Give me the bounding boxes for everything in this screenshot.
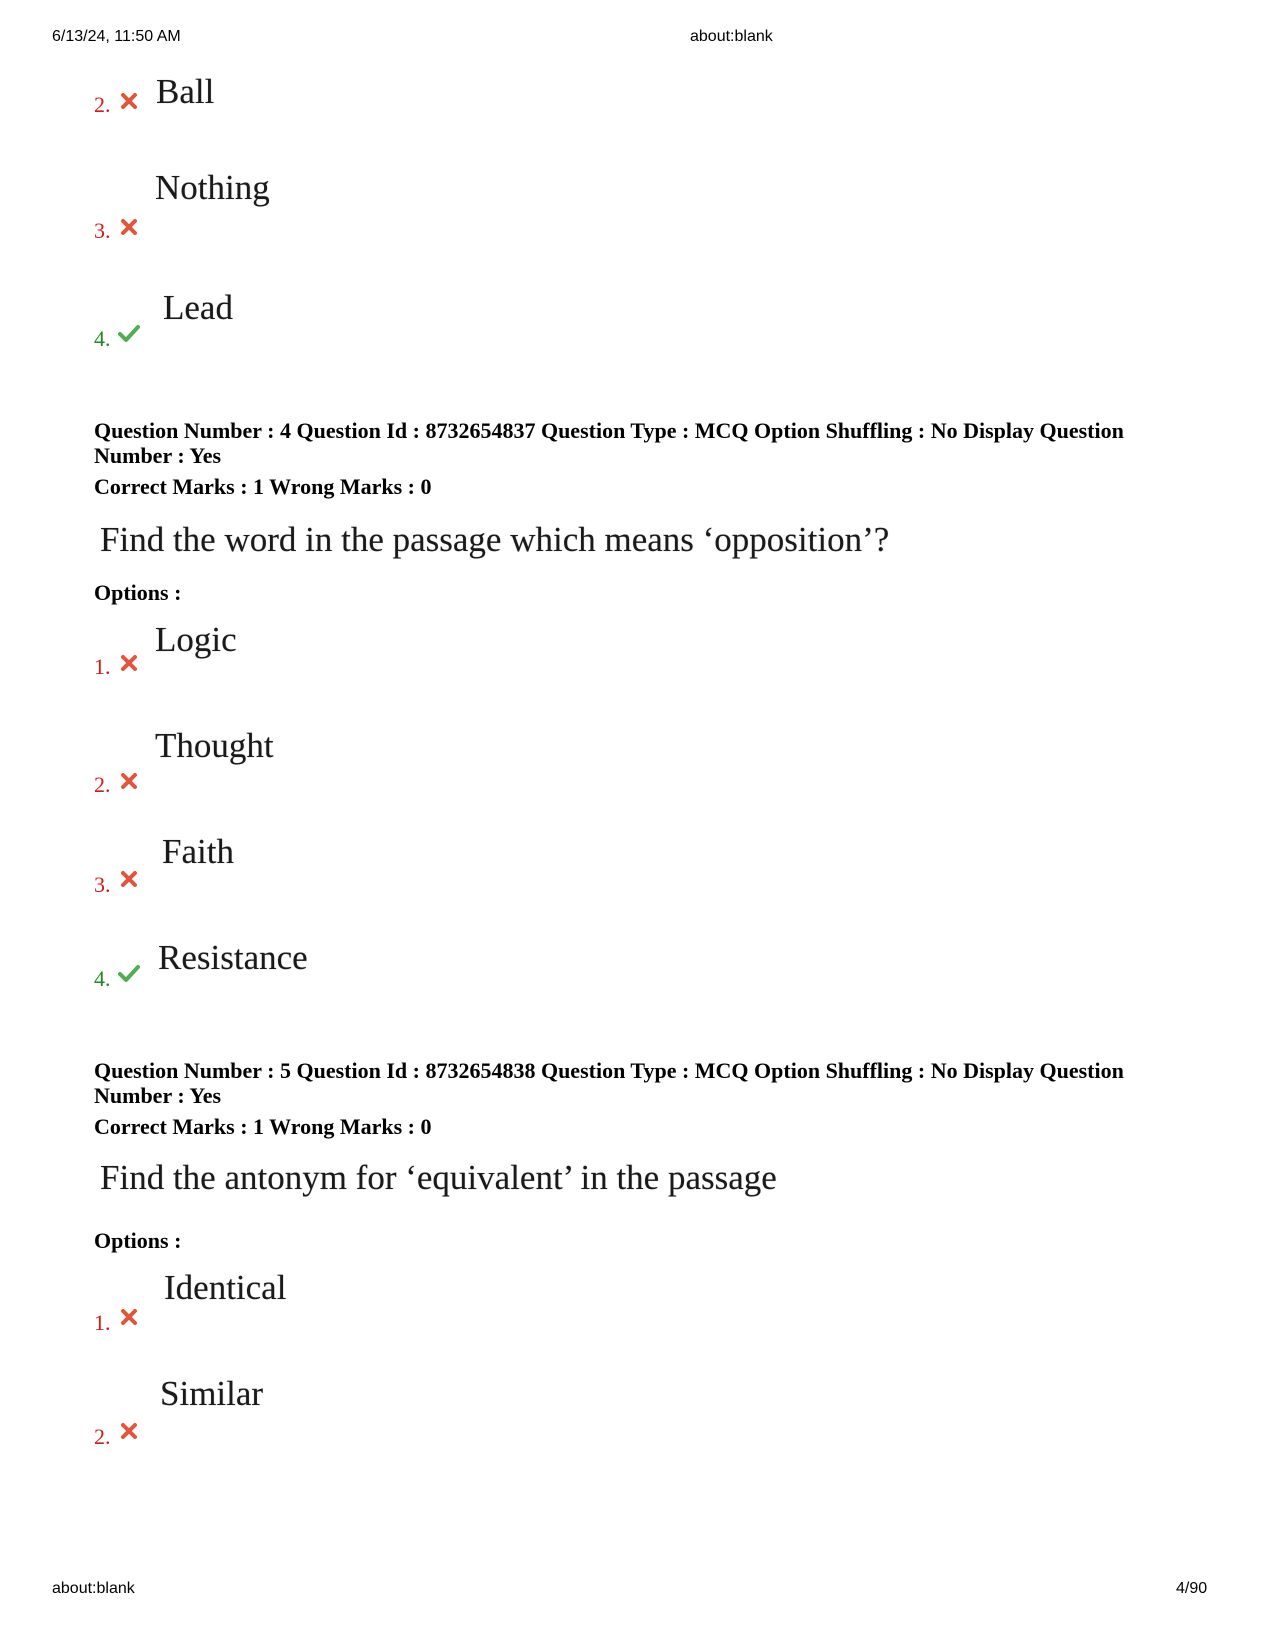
check-icon [118,964,140,982]
option-number: 1. [94,654,111,679]
option-text: Nothing [155,168,270,207]
option-text: Identical [164,1268,287,1307]
option-text: Thought [155,726,274,765]
print-datetime: 6/13/24, 11:50 AM [52,28,181,45]
check-icon [118,324,140,342]
option-number: 4. [94,966,111,991]
cross-icon [120,1422,138,1440]
cross-icon [120,1308,138,1326]
option-text: Ball [156,72,215,111]
cross-icon [120,218,138,236]
question-text: Find the word in the passage which means ‘opposition’? [100,520,890,559]
option-text: Lead [163,288,233,327]
option-text: Resistance [158,938,308,977]
option-text: Faith [162,832,234,871]
print-header-url: about:blank [690,28,773,45]
question-meta-line: Question Number : 4 Question Id : 8732654837 Question Type : MCQ Option Shuffling : No Display Question [94,418,1124,443]
option-number: 2. [94,1424,111,1449]
question-meta-line: Number : Yes [94,1083,222,1108]
question-meta-line: Number : Yes [94,443,222,468]
question-text: Find the antonym for ‘equivalent’ in the passage [100,1158,777,1197]
options-label: Options : [94,580,182,605]
option-number: 3. [94,872,111,897]
question-meta [94,1058,1204,1108]
question-marks: Correct Marks : 1 Wrong Marks : 0 [94,1114,432,1139]
question-meta-line: Question Number : 5 Question Id : 8732654838 Question Type : MCQ Option Shuffling : No Display Question [94,1058,1124,1083]
page-counter: 4/90 [1176,1580,1208,1597]
option-number: 1. [94,1310,111,1335]
print-footer-url: about:blank [52,1580,135,1597]
cross-icon [120,92,138,110]
option-text: Similar [160,1374,264,1413]
question-meta [94,418,1204,468]
option-number: 3. [94,218,111,243]
question-marks: Correct Marks : 1 Wrong Marks : 0 [94,474,432,499]
cross-icon [120,870,138,888]
options-label: Options : [94,1228,182,1253]
option-number: 4. [94,326,111,351]
cross-icon [120,654,138,672]
option-number: 2. [94,92,111,117]
option-number: 2. [94,772,111,797]
option-text: Logic [155,620,237,659]
cross-icon [120,772,138,790]
